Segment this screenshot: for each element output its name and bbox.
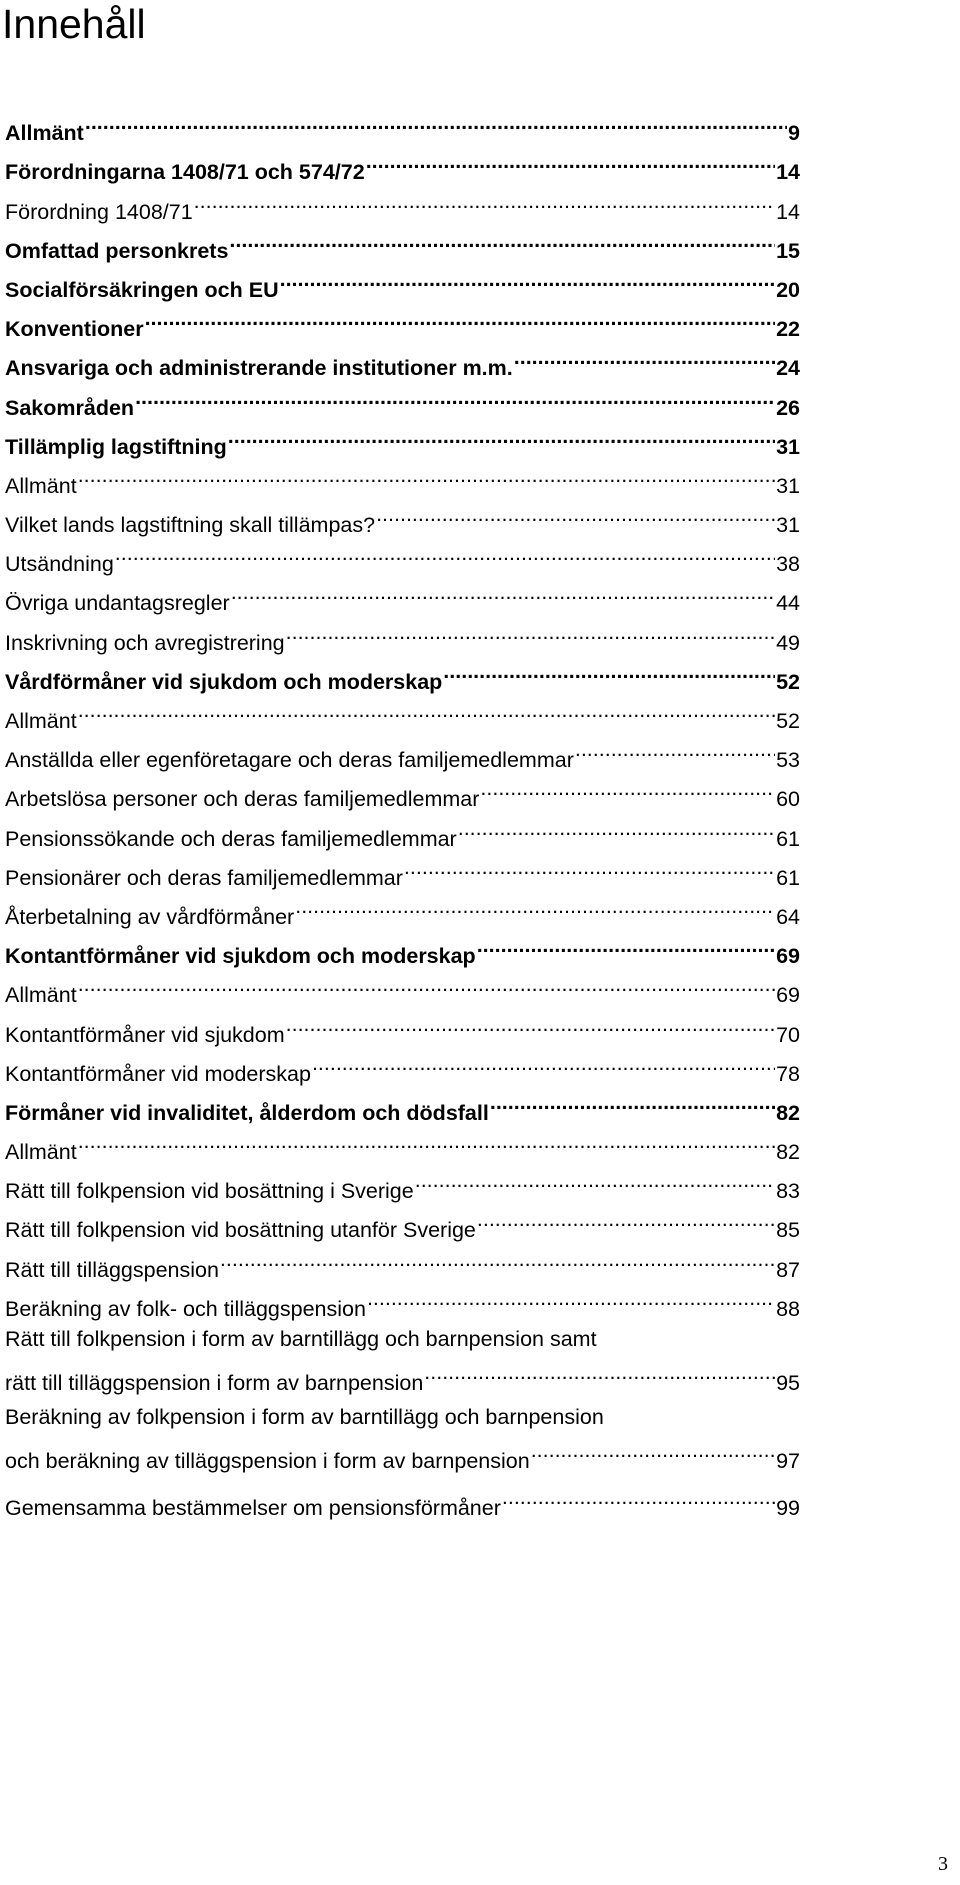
dot-leader bbox=[78, 454, 775, 493]
page-title: Innehåll bbox=[2, 1, 146, 47]
toc-entry-title: Gemensamma bestämmelser om pensionsförmåner bbox=[5, 1496, 501, 1520]
toc-entry-page: 61 bbox=[776, 826, 800, 851]
toc-entry-title: Omfattad personkrets bbox=[5, 238, 229, 263]
toc-entry-page: 49 bbox=[776, 630, 800, 655]
toc-entry-title: Kontantförmåner vid sjukdom bbox=[5, 1022, 285, 1047]
toc-entry-page: 20 bbox=[776, 277, 800, 302]
toc-entry-page: 64 bbox=[776, 904, 800, 929]
toc-entry-title: Allmänt bbox=[5, 1140, 77, 1165]
toc-entry[interactable] bbox=[5, 1322, 800, 1394]
dot-leader bbox=[78, 689, 775, 728]
toc-entry-page: 82 bbox=[776, 1140, 800, 1165]
dot-leader bbox=[194, 179, 775, 218]
dot-leader bbox=[415, 1159, 775, 1198]
toc-entry-title: Ansvariga och administrerande institutioner m.m. bbox=[5, 356, 513, 381]
dot-leader bbox=[78, 963, 775, 1002]
toc-entry-title: Tillämplig lagstiftning bbox=[5, 434, 227, 459]
toc-entry[interactable] bbox=[5, 1400, 800, 1472]
toc-entry-title: Förmåner vid invaliditet, ålderdom och dödsfall bbox=[5, 1100, 489, 1125]
dot-leader bbox=[286, 610, 775, 649]
toc-entry-page: 31 bbox=[776, 434, 800, 459]
toc-entry-title: Allmänt bbox=[5, 473, 77, 498]
dot-leader bbox=[514, 336, 775, 375]
toc-entry-title: Utsändning bbox=[5, 552, 114, 577]
table-of-contents bbox=[5, 101, 800, 1520]
toc-entry-page: 22 bbox=[776, 317, 800, 342]
toc-entry-title: Konventioner bbox=[5, 317, 144, 342]
dot-leader bbox=[366, 140, 775, 179]
toc-entry-page: 70 bbox=[776, 1022, 800, 1047]
dot-leader bbox=[502, 1476, 775, 1515]
toc-entry-title: Kontantförmåner vid moderskap bbox=[5, 1061, 311, 1086]
dot-leader bbox=[531, 1434, 775, 1468]
toc-entry-page: 85 bbox=[776, 1218, 800, 1243]
toc-entry-title: Vårdförmåner vid sjukdom och moderskap bbox=[5, 669, 443, 694]
toc-entry-page: 14 bbox=[776, 160, 800, 185]
toc-entry-title: Rätt till folkpension vid bosättning i Sverige bbox=[5, 1179, 414, 1204]
toc-entry-title: Sakområden bbox=[5, 395, 135, 420]
toc-entry[interactable] bbox=[5, 728, 800, 773]
toc-entry-title: Anställda eller egenföretagare och deras familjemedlemmar bbox=[5, 748, 574, 773]
toc-entry[interactable] bbox=[5, 571, 800, 616]
dot-leader bbox=[78, 1120, 775, 1159]
toc-entry[interactable] bbox=[5, 1120, 800, 1165]
dot-leader bbox=[376, 493, 775, 532]
toc-entry-page: 78 bbox=[776, 1061, 800, 1086]
dot-leader bbox=[458, 806, 775, 845]
toc-entry-page: 31 bbox=[776, 473, 800, 498]
toc-entry-title: Kontantförmåner vid sjukdom och moderskap bbox=[5, 944, 476, 969]
toc-entry-title: Beräkning av folk- och tilläggspension bbox=[5, 1296, 366, 1321]
toc-entry-page: 26 bbox=[776, 395, 800, 420]
toc-entry[interactable] bbox=[5, 454, 800, 498]
toc-entry-page: 53 bbox=[776, 748, 800, 773]
dot-leader bbox=[477, 924, 775, 963]
dot-leader bbox=[228, 415, 775, 454]
dot-leader bbox=[312, 1042, 775, 1081]
toc-entry-page: 99 bbox=[776, 1496, 800, 1520]
toc-entry-page: 87 bbox=[776, 1257, 800, 1282]
toc-entry-title: Förordning 1408/71 bbox=[5, 199, 193, 224]
toc-entry[interactable] bbox=[5, 493, 800, 538]
toc-entry-page: 88 bbox=[776, 1296, 800, 1321]
dot-leader bbox=[231, 571, 775, 610]
toc-entry-page: 38 bbox=[776, 552, 800, 577]
toc-entry-title: Arbetslösa personer och deras familjemedlemmar bbox=[5, 787, 480, 812]
page-number: 3 bbox=[938, 1853, 948, 1875]
toc-entry-page: 83 bbox=[776, 1179, 800, 1204]
dot-leader bbox=[367, 1277, 775, 1316]
toc-entry-page: 52 bbox=[776, 669, 800, 694]
toc-entry-page: 61 bbox=[776, 865, 800, 890]
dot-leader bbox=[477, 1198, 775, 1237]
toc-entry-title-line1: Beräkning av folkpension i form av barntillägg och barnpension bbox=[5, 1404, 604, 1429]
dot-leader bbox=[229, 219, 775, 258]
toc-entry-page: 69 bbox=[776, 944, 800, 969]
toc-entry-title: Vilket lands lagstiftning skall tillämpas? bbox=[5, 513, 376, 538]
toc-entry[interactable] bbox=[5, 1159, 800, 1204]
toc-entry-title-line2: rätt till tilläggspension i form av barnpension bbox=[5, 1370, 424, 1395]
dot-leader bbox=[115, 532, 775, 571]
toc-entry-page: 9 bbox=[788, 121, 800, 146]
toc-entry[interactable] bbox=[5, 101, 800, 146]
toc-entry-title-line1: Rätt till folkpension i form av barntillägg och barnpension samt bbox=[5, 1326, 597, 1351]
toc-entry-title: Rätt till tilläggspension bbox=[5, 1257, 219, 1282]
toc-entry-page: 14 bbox=[776, 199, 800, 224]
dot-leader bbox=[85, 101, 787, 140]
toc-entry-title: Pensionssökande och deras familjemedlemmar bbox=[5, 826, 457, 851]
toc-entry-title: Socialförsäkringen och EU bbox=[5, 277, 279, 302]
toc-entry-page: 31 bbox=[776, 513, 800, 538]
toc-entry-title: Rätt till folkpension vid bosättning utanför Sverige bbox=[5, 1218, 476, 1243]
dot-leader bbox=[443, 650, 775, 689]
toc-entry-title: Återbetalning av vårdförmåner bbox=[5, 904, 295, 929]
dot-leader bbox=[220, 1237, 775, 1276]
toc-entry-page: 52 bbox=[776, 709, 800, 733]
dot-leader bbox=[280, 258, 775, 297]
toc-entry[interactable] bbox=[5, 963, 800, 1008]
toc-entry[interactable] bbox=[5, 140, 800, 185]
toc-entry-title: Inskrivning och avregistrering bbox=[5, 630, 285, 655]
toc-entry-title: Pensionärer och deras familjemedlemmar bbox=[5, 865, 403, 890]
toc-entry-title: Allmänt bbox=[5, 983, 77, 1008]
toc-entry-title: Allmänt bbox=[5, 709, 77, 733]
dot-leader bbox=[490, 1081, 775, 1120]
toc-entry-page: 24 bbox=[776, 356, 800, 381]
toc-entry-page: 15 bbox=[776, 238, 800, 263]
toc-entry-page: 69 bbox=[776, 983, 800, 1008]
toc-entry-page: 60 bbox=[776, 787, 800, 812]
toc-entry-title: Övriga undantagsregler bbox=[5, 591, 230, 616]
toc-entry-page: 44 bbox=[776, 591, 800, 616]
dot-leader bbox=[295, 885, 775, 924]
toc-entry-page: 97 bbox=[776, 1448, 800, 1473]
toc-entry-page: 82 bbox=[776, 1100, 800, 1125]
dot-leader bbox=[135, 375, 775, 414]
dot-leader bbox=[575, 728, 775, 767]
toc-entry-page: 95 bbox=[776, 1370, 800, 1395]
dot-leader bbox=[145, 297, 776, 336]
toc-entry[interactable] bbox=[5, 1476, 800, 1520]
dot-leader bbox=[286, 1002, 775, 1041]
dot-leader bbox=[480, 767, 775, 806]
toc-entry-title: Förordningarna 1408/71 och 574/72 bbox=[5, 160, 365, 185]
toc-entry-title-line2: och beräkning av tilläggspension i form av barnpension bbox=[5, 1448, 530, 1473]
toc-entry-title: Allmänt bbox=[5, 121, 84, 146]
toc-entry[interactable] bbox=[5, 532, 800, 577]
dot-leader bbox=[404, 846, 775, 885]
dot-leader bbox=[424, 1356, 775, 1390]
toc-entry[interactable] bbox=[5, 1002, 800, 1047]
toc-entry[interactable] bbox=[5, 689, 800, 733]
